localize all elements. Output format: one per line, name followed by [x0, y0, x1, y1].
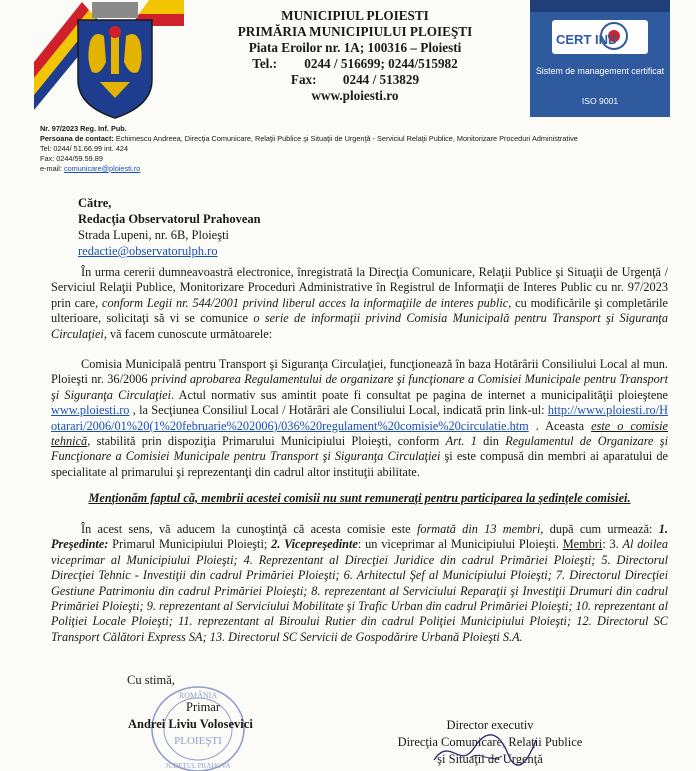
certification-badge	[530, 0, 670, 117]
fax-value: 0244 / 513829	[342, 72, 420, 87]
contact-label: Persoana de contact:	[40, 134, 114, 143]
institution-header	[205, 8, 505, 104]
director-title: Director executiv	[446, 718, 534, 732]
director-dept-line1: Direcţia Comunicare, Relaţii Publice	[397, 735, 583, 749]
cert-topbar	[530, 0, 670, 12]
cert-system-text: Sistem de management certificat	[535, 66, 665, 76]
paragraph-legal-basis: Comisia Municipală pentru Transport şi Siguranţa Circulaţiei, funcţionează în baza Hotărârii Consiliului Local al mun. Ploieşti nr. 36/2006 privind aprobarea Regulamentului de organizare şi funcţionare a Comisiei Municipale pentru Transport şi Siguranţa Circulaţiei. Actul normativ sus amintit poate fi consultat pe pagina de internet a municipalităţii ploieştene www.ploiesti.ro , la Secţiunea Consiliul Local / Hotărâri ale Consiliului Local, indicată prin link-ul: http://www.ploiesti.ro/Hotarari/2006/01%20(1%20februarie%202006)/036%20regulament%20comisie%20circulatie.htm . Aceasta este o comisie tehnică, stabilită prin dispoziţia Primarului Municipiului Ploieşti, conform Art. 1 din Regulamentul de Organizare şi Funcţionare a Comisiei Municipale pentru Transport şi Siguranţa Circulaţiei şi este compusă din membri ai aparatului de specialitate al primarului şi reprezentanţi din cadrul altor instituţii abilitate.	[51, 357, 668, 479]
email-label: e-mail:	[40, 164, 62, 173]
tel-label: Tel.:	[252, 56, 278, 71]
city-crest-icon	[70, 2, 160, 120]
contact-email-link[interactable]: comunicare@ploiesti.ro	[63, 164, 141, 173]
fax-label: Fax:	[290, 72, 317, 87]
header-address: Piata Eroilor nr. 1A; 100316 – Ploiesti	[248, 40, 462, 55]
reference-block	[40, 124, 680, 174]
header-website: www.ploiesti.ro	[311, 88, 399, 103]
reference-fax: Fax: 0244/59.59.89	[40, 154, 103, 163]
stamp-top-text: ROMÂNIA	[178, 691, 218, 700]
stamp-bottom-text: JUDEŢUL PRAHOVA	[165, 762, 231, 770]
addressee-email-link[interactable]: redactie@observatorulph.ro	[78, 244, 218, 258]
header-tel-row	[205, 56, 505, 72]
header-fax-row	[205, 72, 505, 88]
cert-standard: ISO 9001	[581, 96, 619, 106]
addressee-to: Către,	[78, 196, 112, 210]
header-line1: MUNICIPIUL PLOIESTI	[281, 8, 429, 23]
tel-value: 0244 / 516699; 0244/515982	[304, 56, 458, 71]
certind-logo-icon	[552, 14, 648, 60]
reference-tel: Tel: 0244/ 51.66.99 int. 424	[40, 144, 129, 153]
closing-text: Cu stimă,	[127, 673, 175, 687]
reference-number: Nr. 97/2023 Reg. Inf. Pub.	[40, 124, 127, 133]
website-link[interactable]: www.ploiesti.ro	[51, 403, 130, 418]
director-dept-line2: şi Situaţii de Urgenţă	[437, 752, 543, 766]
contact-value: Echimescu Andreea, Direcţia Comunicare, Relaţii Publice şi Situaţii de Urgenţă - Serviciul Relaţii Publice, Monitorizare Proceduri Administrative	[115, 134, 578, 143]
stamp-city-text: PLOIEŞTI	[174, 735, 222, 747]
header-line2: PRIMĂRIA MUNICIPIULUI PLOIEŞTI	[237, 24, 473, 39]
addressee-name: Redacţia Observatorul Prahovean	[78, 212, 261, 226]
paragraph-remuneration-note: Menţionăm faptul că, membrii acestei comisii nu sunt remuneraţi pentru participarea la şedinţele comisiei.	[88, 491, 631, 505]
addressee-block	[78, 195, 261, 259]
mayor-title: Primar	[186, 700, 221, 714]
paragraph-members: În acest sens, vă aducem la cunoştinţă că acesta comisie este formată din 13 membri, după cum urmează: 1. Preşedinte: Primarul Municipiului Ploieşti; 2. Vicepreşedinte: un viceprimar al Municipiului Ploieşti. Membri: 3. Al doilea viceprimar al Municipiului Ploieşti; 4. Reprezentant al Direcţiei Juridice din cadrul Primăriei Ploieşti; 5. Directorul Direcţiei Tehnic - Investiţii din cadrul Primăriei Ploieşti; 6. Arhitectul Şef al Municipiului Ploieşti; 7. Directorul Direcţiei Gestiune Patrimoniu din cadrul Primăriei Ploieşti; 8. reprezentant al Serviciului Reparaţii şi Investiţii Drumuri din cadrul Primăriei Ploieşti; 9. reprezentant al Serviciului Mobilitate şi Trafic Urban din cadrul Primăriei Ploieşti; 10. reprezentant al Poliţiei Locale Ploieşti; 11. reprezentant al Biroului Rutier din cadrul Poliţiei Municipiului Ploieşti; 12. Directorul SC Transport Călători Express SA; 13. Directorul SC Servicii de Gospodărire Urbană Ploieşti S.A.	[51, 522, 668, 644]
mayor-name: Andrei Liviu Volosevici	[128, 717, 253, 731]
paragraph-request: În urma cererii dumneavoastră electronice, înregistrată la Direcţia Comunicare, Relaţii Publice şi Situaţii de Urgenţă / Serviciul Relaţii Publice, Monitorizare Proceduri Administrative în Registrul de Informaţii de Interes Public cu nr. 97/2023 prin care, conform Legii nr. 544/2001 privind liberul acces la informaţiile de interes public, cu modificările şi completările ulterioare, solicitaţi să vi se comunice o serie de informaţii privind Comisia Municipală pentru Transport şi Siguranţa Circulaţiei, vă facem cunoscute următoarele:	[51, 265, 668, 341]
regulation-link[interactable]: http://www.ploiesti.ro/Hotarari/2006/01%20(1%20februarie%202006)/036%20regulament%20comisie%20circulatie.htm	[51, 403, 668, 433]
cert-brand: CERT IND	[556, 32, 618, 47]
director-signature-icon	[430, 730, 540, 771]
addressee-street: Strada Lupeni, nr. 6B, Ploieşti	[78, 228, 230, 242]
